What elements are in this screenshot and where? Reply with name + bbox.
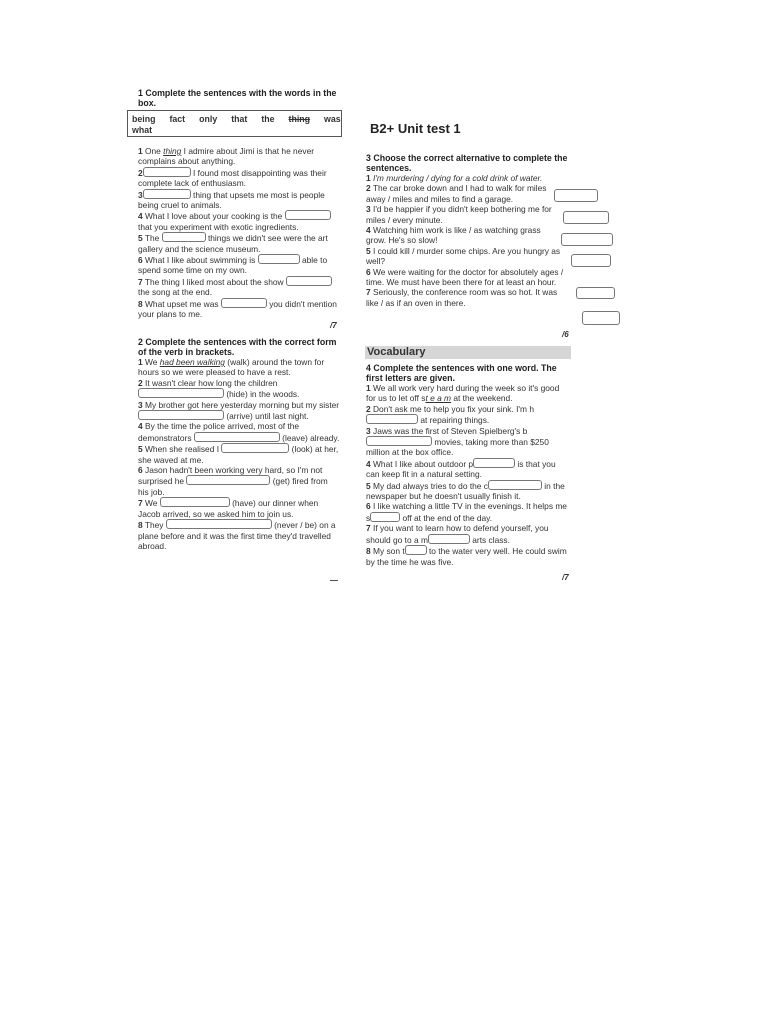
list-item: 7 If you want to learn how to defend yourself, you should go to a m arts class.	[366, 523, 549, 545]
answer-field[interactable]	[143, 167, 191, 177]
example-answer: thing	[163, 146, 182, 156]
list-item: 4 Watching him work is like / as watching grass grow. He's so slow!	[366, 225, 541, 246]
list-item: 3 My brother got here yesterday morning but my sister (arrive) until last night.	[138, 399, 340, 422]
list-item: 8 My son t to the water very well. He could swim by the time he was five.	[366, 546, 567, 567]
list-item: 5 I could kill / murder some chips. Are you hungry as well?	[366, 245, 561, 267]
list-item: 8 They (never / be) on a plane before and it was the first time they'd travelled abroad.	[138, 520, 336, 551]
list-item: 7 The thing I liked most about the show the song at the end.	[138, 276, 340, 298]
example-answer: had been walking	[159, 357, 225, 367]
word-the: the	[261, 114, 275, 124]
list-item: 4 By the time the police arrived, most of the demonstrators (leave) already.	[138, 421, 340, 443]
answer-field[interactable]	[162, 232, 206, 242]
section1-score: /7	[330, 321, 337, 330]
list-item: 6 What I like about swimming is able to spend some time on my own.	[138, 255, 328, 276]
list-item: 1 We all work very hard during the week so it's good for us to let off st e a m at the weekend.	[366, 383, 560, 404]
word-what: what	[132, 125, 153, 135]
list-item: 3 I'd be happier if you didn't keep bothering me for miles / every minute.	[366, 204, 552, 225]
example-answer: t e a m	[425, 393, 452, 404]
list-item: 3 Jaws was the first of Steven Spielberg's b movies, taking more than $250 million at the box office.	[366, 425, 549, 458]
section3	[366, 153, 570, 308]
list-item: 7 Seriously, the conference room was so hot. It was like / as if an oven in there.	[366, 287, 558, 308]
list-item: 6 Jason hadn't been working very hard, so I'm not surprised he (get) fired from his job.	[138, 465, 328, 497]
answer-box-3-1[interactable]	[554, 189, 598, 202]
list-item: 6 We were waiting for the doctor for absolutely ages / time. We must have been there for at least an hour.	[366, 266, 564, 288]
list-item: 5 My dad always tries to do the c in the newspaper but he doesn't usually finish it.	[366, 480, 565, 502]
answer-field[interactable]	[221, 298, 267, 308]
unit-title: B2+ Unit test 1	[370, 121, 461, 136]
answer-field[interactable]	[186, 475, 270, 485]
answer-field[interactable]	[143, 189, 191, 199]
word-that: that	[231, 114, 248, 124]
list-item: 6 I like watching a little TV in the evenings. It helps me s off at the end of the day.	[366, 501, 567, 523]
left-column	[138, 88, 340, 108]
section2-title: 2 Complete the sentences with the correct form of the verb in brackets.	[138, 337, 337, 357]
answer-box-3-6[interactable]	[582, 311, 620, 325]
answer-field[interactable]	[428, 534, 470, 544]
answer-box-3-2[interactable]	[563, 211, 609, 224]
list-item: 8 What upset me was you didn't mention your plans to me.	[138, 298, 337, 320]
answer-field[interactable]	[366, 436, 432, 446]
list-item: 7 We (have) our dinner when Jacob arrived, so we asked him to join us.	[138, 498, 319, 519]
answer-field[interactable]	[138, 410, 224, 420]
answer-field[interactable]	[160, 497, 230, 507]
section3-score: /6	[562, 330, 569, 339]
answer-field[interactable]	[285, 210, 331, 220]
list-item: 4 What I like about outdoor p is that you can keep fit in a natural setting.	[366, 458, 556, 480]
vocabulary-section	[366, 363, 570, 567]
answer-field[interactable]	[194, 432, 280, 442]
answer-field[interactable]	[138, 388, 224, 398]
section1-title: 1 Complete the sentences with the words in the box.	[138, 88, 337, 108]
answer-field[interactable]	[405, 545, 427, 555]
list-item: 2 It wasn't clear how long the children (hide) in the woods.	[138, 377, 300, 400]
vocabulary-score: /7	[562, 573, 569, 582]
section1-items	[138, 146, 340, 320]
list-item: 2 I found most disappointing was their complete lack of enthusiasm.	[138, 167, 327, 189]
list-item: 5 The things we didn't see were the art gallery and the science museum.	[138, 233, 328, 254]
word-box	[127, 110, 342, 137]
list-item: 1 We had been walking (walk) around the town for hours so we were pleased to have a rest.	[138, 357, 325, 378]
list-item: 3 thing that upsets me most is people being cruel to animals.	[138, 189, 325, 211]
answer-field[interactable]	[366, 414, 418, 424]
answer-field[interactable]	[166, 519, 272, 529]
list-item: 2 The car broke down and I had to walk for miles away / miles and miles to find a garage.	[366, 183, 547, 204]
word-was: was	[324, 114, 341, 124]
vocabulary-heading: Vocabulary	[365, 346, 571, 359]
answer-box-3-5[interactable]	[576, 287, 615, 299]
section2-score: —	[330, 576, 338, 585]
answer-box-3-4[interactable]	[571, 254, 611, 267]
list-item: 1 I'm murdering / dying for a cold drink of water.	[366, 173, 543, 183]
word-fact: fact	[169, 114, 186, 124]
list-item: 5 When she realised I (look) at her, she waved at me.	[138, 444, 339, 465]
answer-field[interactable]	[473, 458, 515, 468]
list-item: 2 Don't ask me to help you fix your sink. I'm h at repairing things.	[366, 403, 534, 426]
list-item: 1 One thing I admire about Jimi is that he never complains about anything.	[138, 146, 315, 167]
answer-field[interactable]	[370, 512, 400, 522]
section3-title: 3 Choose the correct alternative to complete the sentences.	[366, 153, 568, 173]
answer-field[interactable]	[258, 254, 300, 264]
section4-title: 4 Complete the sentences with one word. The first letters are given.	[366, 363, 557, 383]
section2	[138, 337, 340, 551]
answer-field[interactable]	[221, 443, 289, 453]
word-thing: thing	[288, 114, 311, 124]
word-being: being	[132, 114, 156, 124]
answer-field[interactable]	[286, 276, 332, 286]
list-item: 4 What I love about your cooking is the that you experiment with exotic ingredients.	[138, 210, 340, 232]
word-only: only	[199, 114, 218, 124]
answer-box-3-3[interactable]	[561, 233, 613, 246]
answer-field[interactable]	[488, 480, 542, 490]
